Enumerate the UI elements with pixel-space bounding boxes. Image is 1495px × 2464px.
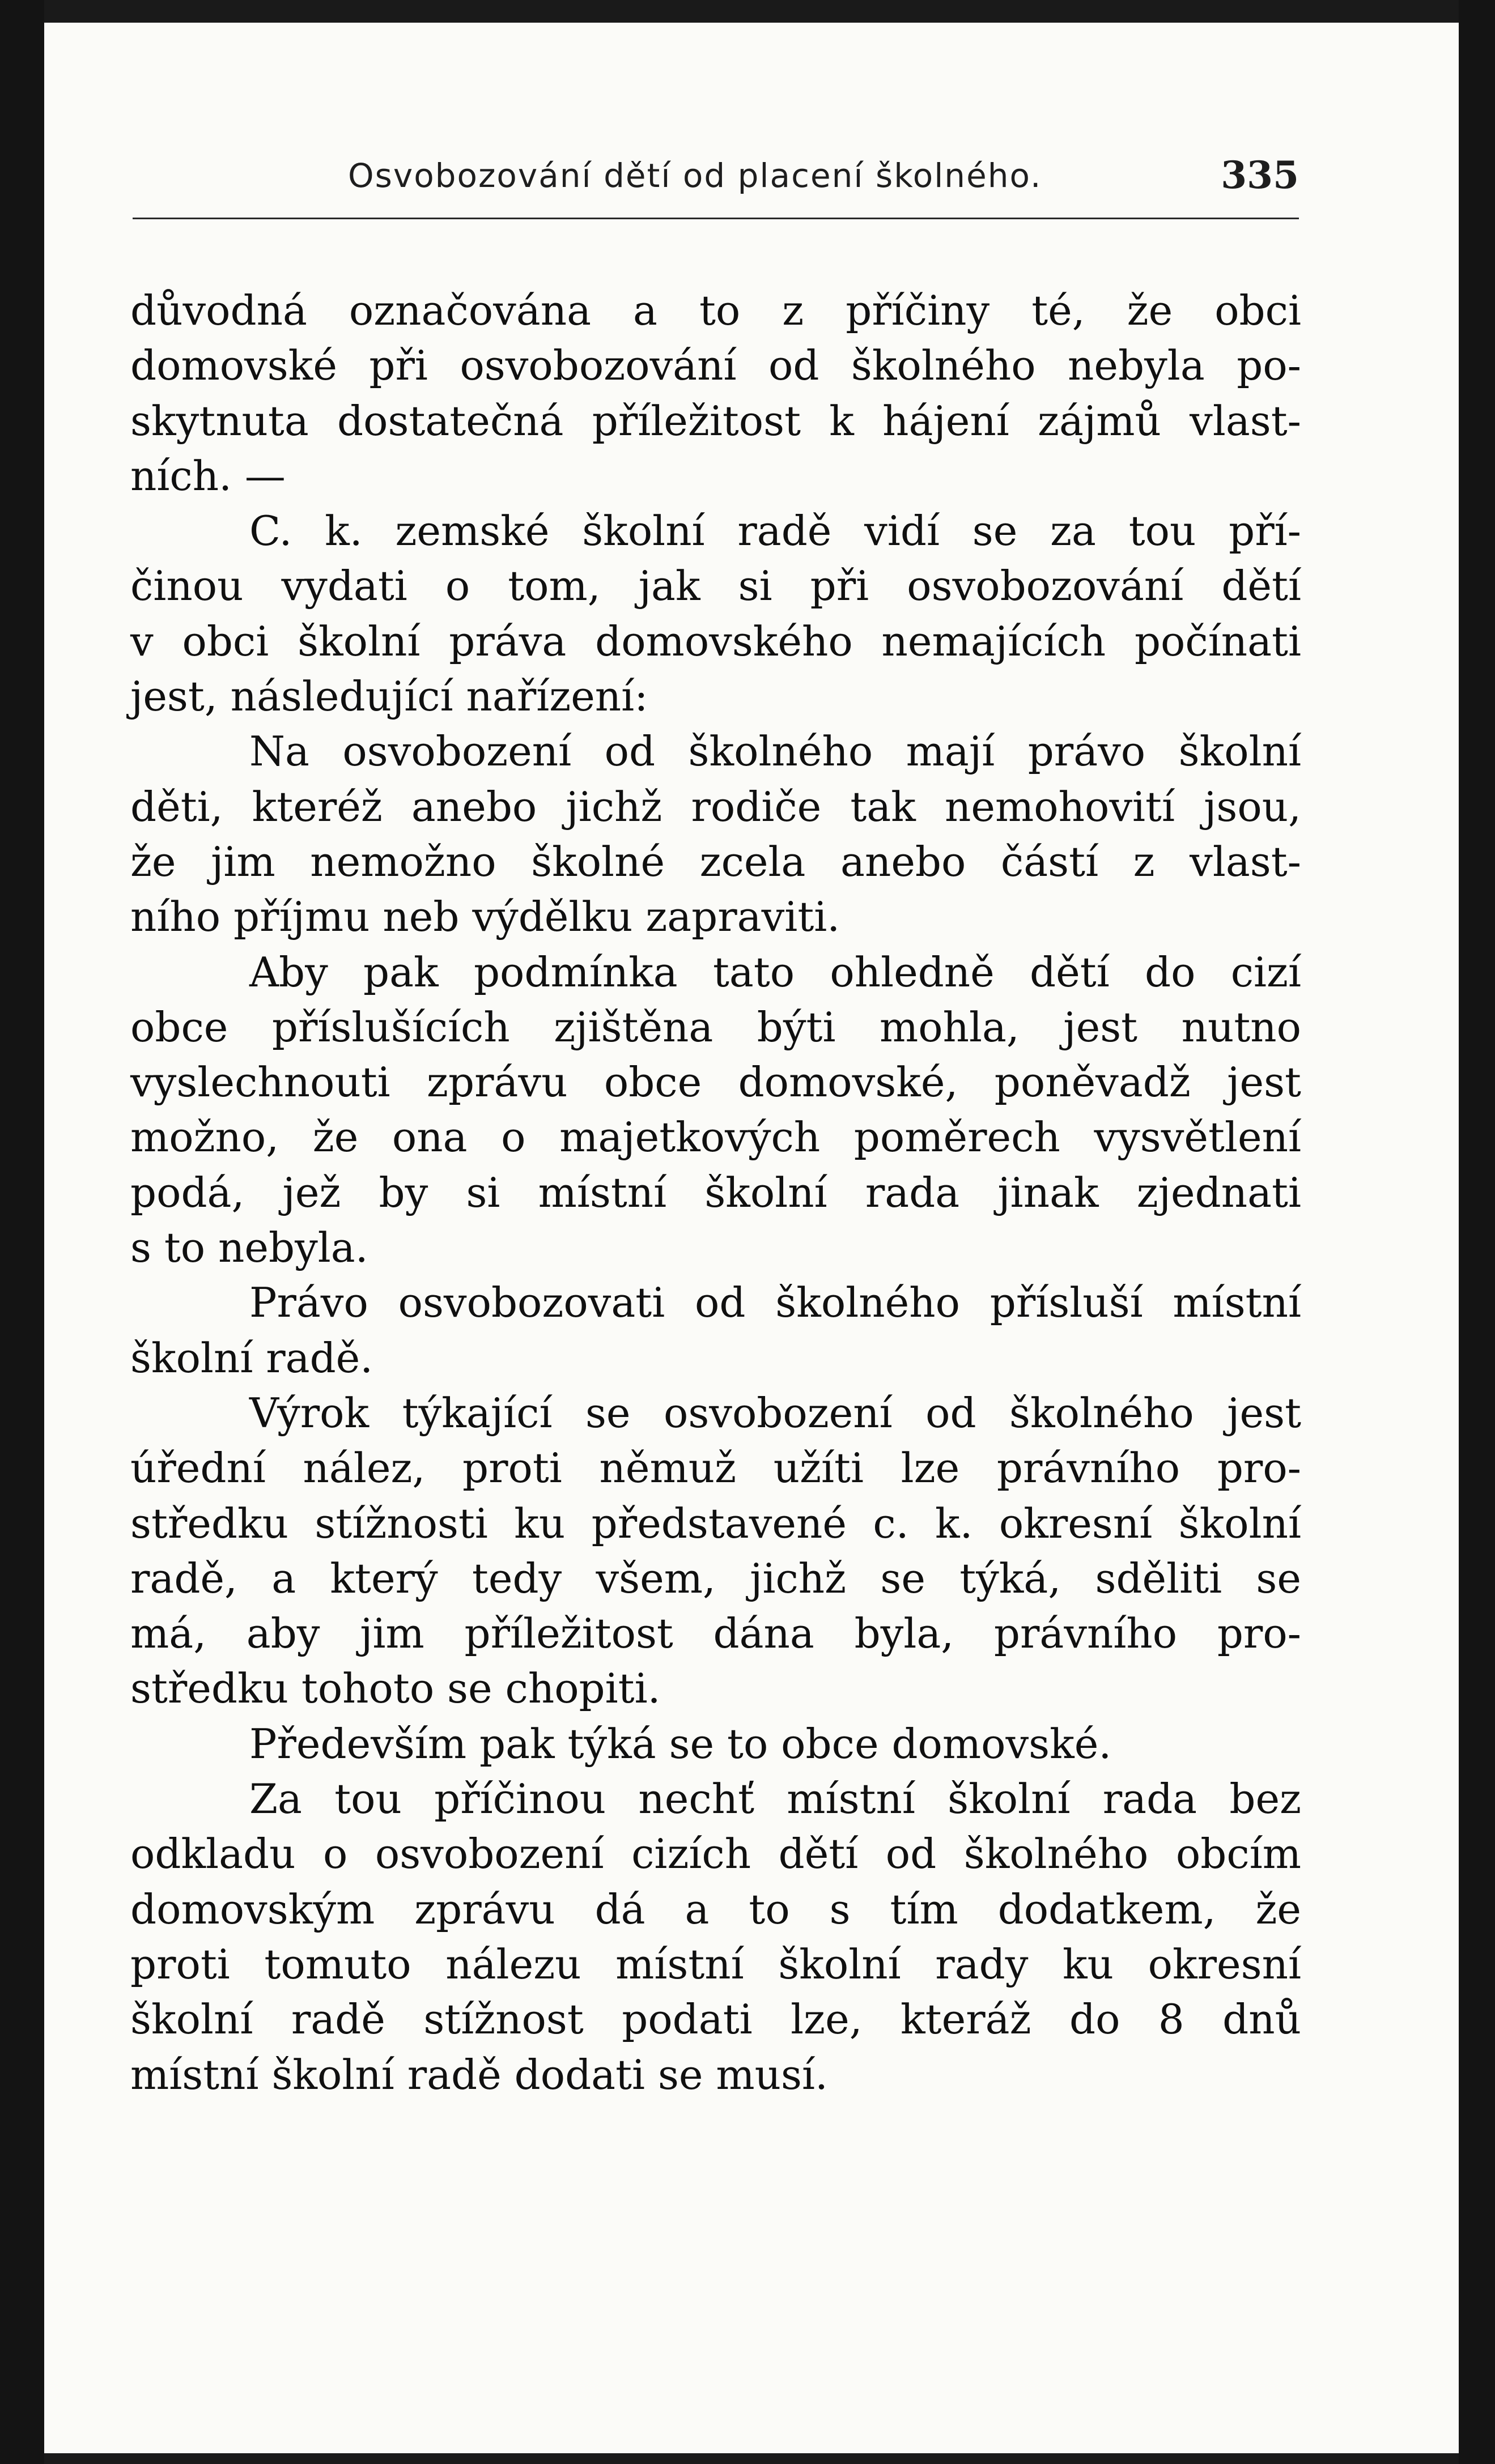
text-line: ního příjmu neb výdělku zapraviti. — [130, 893, 840, 941]
header-rule — [133, 218, 1299, 219]
text-line: středku stížnosti ku představené c. k. okresní školní — [130, 1499, 1301, 1547]
text-line: ních. — — [130, 452, 286, 500]
paragraph — [130, 945, 1301, 1276]
running-head — [133, 148, 1299, 211]
text-line: domovské při osvobozování od školného nebyla po- — [130, 342, 1301, 390]
text-line: Za tou příčinou nechť místní školní rada bez — [249, 1775, 1301, 1823]
text-line: že jim nemožno školné zcela anebo částí z vlast- — [130, 837, 1301, 886]
body-text — [130, 283, 1301, 2103]
text-line: školní radě. — [130, 1334, 373, 1382]
text-line: Především pak týká se to obce domovské. — [249, 1720, 1112, 1768]
paragraph — [130, 1772, 1301, 2103]
scan-border-right — [1459, 0, 1495, 2464]
paragraph — [130, 504, 1301, 724]
text-line: obce příslušících zjištěna býti mohla, jest nutno — [130, 1003, 1301, 1051]
text-line: skytnuta dostatečná příležitost k hájení zájmů vlast- — [130, 397, 1301, 445]
text-line: domovským zprávu dá a to s tím dodatkem, že — [130, 1885, 1301, 1933]
paragraph — [130, 1717, 1301, 1772]
text-line: Právo osvobozovati od školného přísluší místní — [249, 1279, 1301, 1327]
text-line: školní radě stížnost podati lze, kteráž do 8 dnů — [130, 1995, 1301, 2044]
text-line: činou vydati o tom, jak si při osvobozování dětí — [130, 562, 1301, 610]
text-line: děti, kteréž anebo jichž rodiče tak nemohovití jsou, — [130, 782, 1301, 831]
text-line: proti tomuto nálezu místní školní rady ku okresní — [130, 1940, 1301, 1988]
text-line: možno, že ona o majetkových poměrech vysvětlení — [130, 1113, 1301, 1161]
text-line: v obci školní práva domovského nemajících počínati — [130, 617, 1301, 665]
paragraph — [130, 1275, 1301, 1386]
page-number: 335 — [1221, 153, 1299, 197]
text-line: jest, následující nařízení: — [130, 673, 648, 721]
running-title: Osvobozování dětí od placení školného. — [348, 156, 1042, 195]
text-line: s to nebyla. — [130, 1224, 368, 1272]
text-line: středku tohoto se chopiti. — [130, 1665, 661, 1713]
text-line: odkladu o osvobození cizích dětí od školného obcím — [130, 1830, 1301, 1878]
text-line: důvodná označována a to z příčiny té, že obci — [130, 287, 1301, 334]
scan-border-left — [0, 0, 44, 2464]
text-line: podá, jež by si místní školní rada jinak zjednati — [130, 1168, 1301, 1216]
text-line: má, aby jim příležitost dána byla, právního pro- — [130, 1610, 1301, 1658]
paragraph — [130, 283, 1301, 504]
text-line: úřední nález, proti němuž užíti lze právního pro- — [130, 1444, 1301, 1492]
paragraph — [130, 724, 1301, 944]
text-line: místní školní radě dodati se musí. — [130, 2050, 828, 2099]
paragraph — [130, 1386, 1301, 1717]
text-line: Na osvobození od školného mají právo školní — [249, 727, 1301, 776]
text-line: Aby pak podmínka tato ohledně dětí do cizí — [249, 948, 1301, 996]
text-line: C. k. zemské školní radě vidí se za tou pří- — [249, 507, 1301, 555]
text-line: radě, a který tedy všem, jichž se týká, sděliti se — [130, 1554, 1301, 1602]
text-line: Výrok týkající se osvobození od školného jest — [249, 1389, 1301, 1437]
text-line: vyslechnouti zprávu obce domovské, poněvadž jest — [130, 1058, 1301, 1107]
